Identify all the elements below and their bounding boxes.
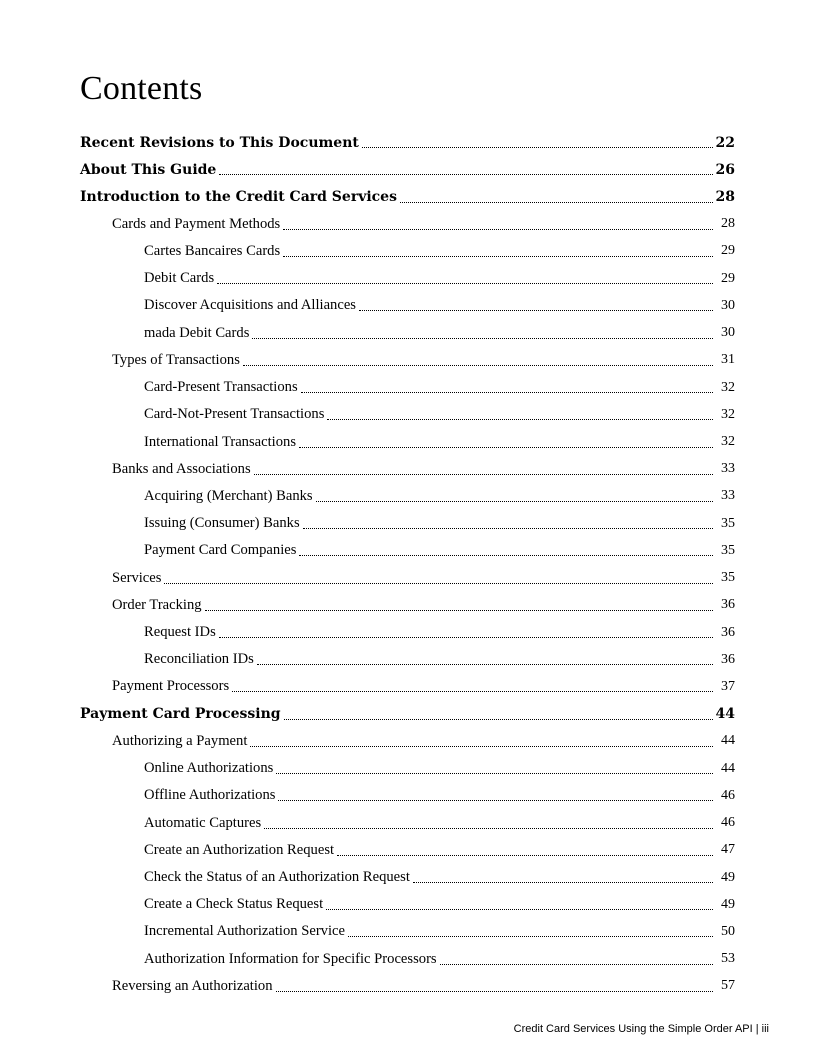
- toc-entry-level-2[interactable]: [0, 347, 816, 374]
- dot-leader: [326, 909, 713, 910]
- toc-entry-page-number: 44: [721, 733, 735, 749]
- toc-entry-label: Create a Check Status Request: [144, 896, 324, 913]
- toc-entry-level-3[interactable]: [0, 483, 816, 510]
- toc-entry-label: Payment Processors: [112, 678, 230, 695]
- dot-leader: [440, 964, 713, 965]
- toc-entry-level-3[interactable]: [0, 292, 816, 319]
- toc-entry-page-number: 49: [721, 869, 735, 885]
- toc-entry-level-3[interactable]: [0, 864, 816, 891]
- toc-entry-label: Card-Present Transactions: [144, 379, 298, 396]
- toc-entry-page-number: 35: [721, 542, 735, 558]
- dot-leader: [327, 419, 713, 420]
- toc-entry-level-1[interactable]: [0, 701, 816, 728]
- toc-entry-page-number: 35: [721, 515, 735, 531]
- toc-entry-page-number: 36: [721, 651, 735, 667]
- toc-entry-level-3[interactable]: [0, 837, 816, 864]
- toc-entry-page-number: 32: [721, 406, 735, 422]
- toc-entry-level-3[interactable]: [0, 946, 816, 973]
- toc-entry-label: Reversing an Authorization: [112, 977, 273, 994]
- toc-entry-label: About This Guide: [80, 161, 217, 178]
- toc-entry-page-number: 53: [721, 951, 735, 967]
- dot-leader: [362, 147, 713, 148]
- toc-entry-level-2[interactable]: [0, 592, 816, 619]
- toc-entry-level-3[interactable]: [0, 809, 816, 836]
- dot-leader: [301, 392, 713, 393]
- toc-entry-level-3[interactable]: [0, 428, 816, 455]
- toc-entry-level-3[interactable]: [0, 619, 816, 646]
- dot-leader: [276, 991, 714, 992]
- toc-entry-label: Payment Card Companies: [144, 542, 297, 559]
- toc-entry-page-number: 57: [721, 978, 735, 994]
- toc-entry-page-number: 32: [721, 434, 735, 450]
- toc-entry-level-3[interactable]: [0, 646, 816, 673]
- dot-leader: [299, 447, 713, 448]
- toc-entry-label: Payment Card Processing: [80, 706, 281, 723]
- toc-entry-label: Types of Transactions: [112, 351, 240, 368]
- toc-entry-page-number: 35: [721, 570, 735, 586]
- dot-leader: [219, 174, 713, 175]
- toc-entry-label: Create an Authorization Request: [144, 841, 335, 858]
- dot-leader: [232, 691, 713, 692]
- toc-entry-label: Card-Not-Present Transactions: [144, 406, 325, 423]
- dot-leader: [164, 583, 713, 584]
- toc-entry-label: Acquiring (Merchant) Banks: [144, 487, 313, 504]
- toc-entry-label: Issuing (Consumer) Banks: [144, 515, 300, 532]
- toc-entry-label: Cartes Bancaires Cards: [144, 242, 281, 259]
- dot-leader: [217, 283, 713, 284]
- toc-entry-level-3[interactable]: [0, 265, 816, 292]
- toc-entry-level-3[interactable]: [0, 918, 816, 945]
- dot-leader: [278, 800, 713, 801]
- dot-leader: [205, 610, 713, 611]
- dot-leader: [219, 637, 713, 638]
- toc-entry-level-2[interactable]: [0, 673, 816, 700]
- toc-entry-label: Services: [112, 569, 162, 586]
- dot-leader: [303, 528, 713, 529]
- toc-entry-label: Cards and Payment Methods: [112, 215, 281, 232]
- toc-entry-label: Reconciliation IDs: [144, 651, 254, 668]
- toc-entry-page-number: 36: [721, 597, 735, 613]
- page-footer: Credit Card Services Using the Simple Order API | iii: [513, 1023, 769, 1035]
- toc-entry-level-2[interactable]: [0, 973, 816, 1000]
- dot-leader: [400, 202, 713, 203]
- dot-leader: [264, 828, 713, 829]
- toc-entry-label: Recent Revisions to This Document: [80, 134, 359, 151]
- toc-entry-label: Discover Acquisitions and Alliances: [144, 297, 356, 314]
- toc-entry-level-3[interactable]: [0, 401, 816, 428]
- page-title: Contents: [80, 70, 203, 107]
- dot-leader: [413, 882, 713, 883]
- toc-entry-level-3[interactable]: [0, 510, 816, 537]
- toc-entry-level-3[interactable]: [0, 782, 816, 809]
- dot-leader: [257, 664, 713, 665]
- toc-entry-label: Banks and Associations: [112, 460, 251, 477]
- toc-entry-page-number: 50: [721, 923, 735, 939]
- dot-leader: [243, 365, 713, 366]
- dot-leader: [299, 555, 713, 556]
- toc-entry-page-number: 28: [715, 189, 735, 206]
- toc-entry-label: Check the Status of an Authorization Request: [144, 869, 410, 886]
- toc-entry-label: mada Debit Cards: [144, 324, 250, 341]
- toc-entry-page-number: 44: [721, 760, 735, 776]
- toc-entry-label: International Transactions: [144, 433, 296, 450]
- dot-leader: [284, 719, 713, 720]
- toc-entry-label: Online Authorizations: [144, 760, 274, 777]
- dot-leader: [359, 310, 713, 311]
- toc-entry-page-number: 49: [721, 896, 735, 912]
- toc-entry-label: Debit Cards: [144, 270, 215, 287]
- dot-leader: [316, 501, 713, 502]
- toc-entry-page-number: 22: [715, 134, 735, 151]
- toc-entry-label: Order Tracking: [112, 596, 202, 613]
- toc-entry-page-number: 46: [721, 815, 735, 831]
- dot-leader: [250, 746, 713, 747]
- toc-entry-page-number: 28: [721, 216, 735, 232]
- toc-entry-level-1[interactable]: [0, 156, 816, 183]
- toc-entry-page-number: 37: [721, 678, 735, 694]
- toc-entry-level-2[interactable]: [0, 456, 816, 483]
- toc-entry-level-2[interactable]: [0, 565, 816, 592]
- toc-entry-page-number: 31: [721, 352, 735, 368]
- toc-entry-level-3[interactable]: [0, 320, 816, 347]
- toc-entry-page-number: 36: [721, 624, 735, 640]
- dot-leader: [252, 338, 713, 339]
- toc-entry-level-3[interactable]: [0, 374, 816, 401]
- toc-entry-label: Request IDs: [144, 624, 216, 641]
- toc-entry-level-1[interactable]: [0, 183, 816, 210]
- toc-entry-level-3[interactable]: [0, 891, 816, 918]
- dot-leader: [276, 773, 713, 774]
- toc-entry-page-number: 29: [721, 270, 735, 286]
- toc-entry-page-number: 44: [715, 706, 735, 723]
- dot-leader: [254, 474, 713, 475]
- toc-entry-label: Incremental Authorization Service: [144, 923, 345, 940]
- toc-entry-label: Introduction to the Credit Card Services: [80, 189, 397, 206]
- toc-entry-label: Offline Authorizations: [144, 787, 276, 804]
- toc-entry-level-3[interactable]: [0, 238, 816, 265]
- toc-entry-page-number: 46: [721, 787, 735, 803]
- dot-leader: [283, 256, 713, 257]
- table-of-contents: [0, 129, 816, 1000]
- toc-entry-page-number: 29: [721, 243, 735, 259]
- toc-entry-page-number: 30: [721, 325, 735, 341]
- toc-entry-level-2[interactable]: [0, 211, 816, 238]
- dot-leader: [337, 855, 713, 856]
- toc-entry-label: Automatic Captures: [144, 814, 262, 831]
- toc-entry-page-number: 47: [721, 842, 735, 858]
- toc-entry-label: Authorizing a Payment: [112, 732, 248, 749]
- toc-entry-level-1[interactable]: [0, 129, 816, 156]
- toc-entry-level-3[interactable]: [0, 537, 816, 564]
- toc-entry-page-number: 32: [721, 379, 735, 395]
- toc-entry-page-number: 33: [721, 488, 735, 504]
- toc-entry-page-number: 33: [721, 461, 735, 477]
- dot-leader: [283, 229, 713, 230]
- toc-entry-level-2[interactable]: [0, 728, 816, 755]
- toc-entry-label: Authorization Information for Specific Processors: [144, 950, 437, 967]
- dot-leader: [348, 936, 713, 937]
- toc-entry-page-number: 30: [721, 297, 735, 313]
- toc-entry-page-number: 26: [715, 161, 735, 178]
- toc-entry-level-3[interactable]: [0, 755, 816, 782]
